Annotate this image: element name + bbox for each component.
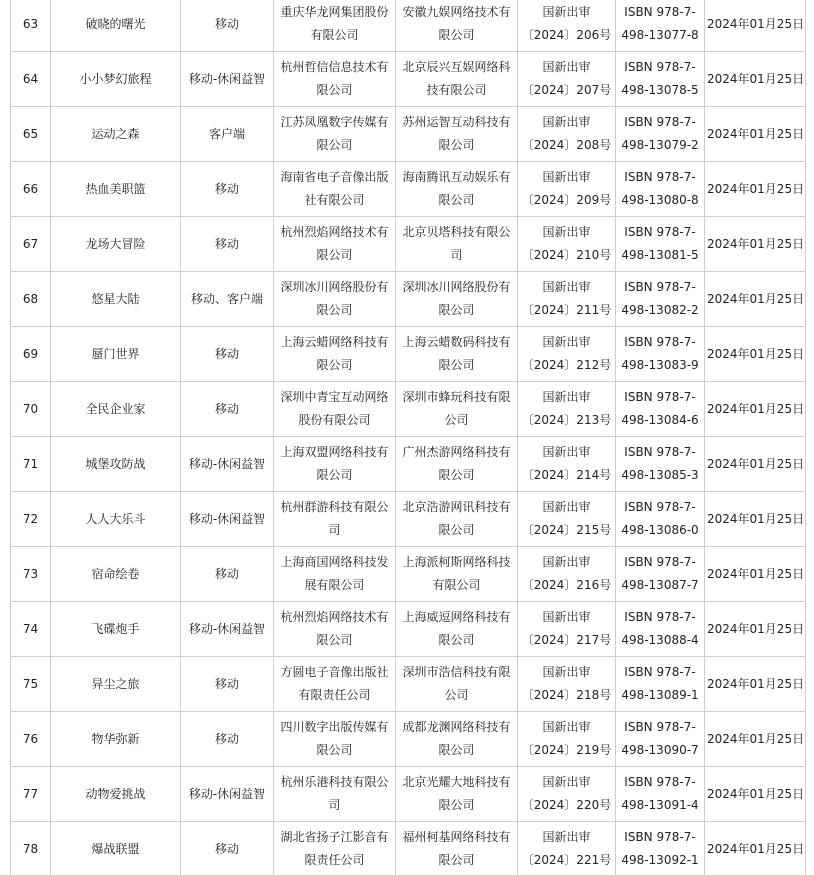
cell-number: 71 (11, 437, 51, 492)
cell-approval-number (518, 712, 616, 767)
cell-approval-date: 2024年01月25日 (705, 382, 806, 437)
cell-approval-number-line: 国新出审 (542, 280, 591, 294)
cell-approval-number (518, 822, 616, 875)
cell-isbn-line: ISBN 978-7- (624, 555, 696, 569)
cell-isbn-line: ISBN 978-7- (624, 335, 696, 349)
cell-approval-number-line: 〔2024〕214号 (521, 468, 612, 482)
cell-game-name: 破晓的曙光 (51, 0, 181, 52)
cell-approval-number-line: 国新出审 (542, 720, 591, 734)
cell-publisher: 重庆华龙网集团股份有限公司 (274, 0, 396, 52)
cell-publisher: 方圆电子音像出版社有限责任公司 (274, 657, 396, 712)
cell-approval-number-line: 〔2024〕208号 (521, 138, 612, 152)
cell-isbn-line: 498-13086-0 (621, 523, 699, 537)
cell-approval-number (518, 162, 616, 217)
cell-approval-number-line: 〔2024〕207号 (521, 83, 612, 97)
table-row (11, 272, 806, 327)
cell-operator: 上海威逗网络科技有限公司 (396, 602, 518, 657)
cell-category: 移动-休闲益智 (181, 52, 274, 107)
cell-isbn (616, 492, 705, 547)
cell-approval-number-line: 国新出审 (542, 830, 591, 844)
cell-isbn (616, 767, 705, 822)
cell-number: 78 (11, 822, 51, 875)
cell-category: 移动 (181, 822, 274, 875)
cell-publisher: 四川数字出版传媒有限公司 (274, 712, 396, 767)
cell-approval-date: 2024年01月25日 (705, 162, 806, 217)
table-row (11, 712, 806, 767)
cell-approval-number-line: 国新出审 (542, 610, 591, 624)
cell-isbn-line: ISBN 978-7- (624, 445, 696, 459)
cell-number: 72 (11, 492, 51, 547)
cell-approval-number-line: 〔2024〕220号 (521, 798, 612, 812)
table-row (11, 217, 806, 272)
cell-category: 移动 (181, 547, 274, 602)
cell-approval-number (518, 437, 616, 492)
table-row (11, 107, 806, 162)
cell-operator: 上海云蜡数码科技有限公司 (396, 327, 518, 382)
cell-approval-number-line: 国新出审 (542, 445, 591, 459)
cell-isbn-line: ISBN 978-7- (624, 830, 696, 844)
cell-isbn-line: 498-13077-8 (621, 28, 699, 42)
cell-game-name: 小小梦幻旅程 (51, 52, 181, 107)
cell-approval-number (518, 272, 616, 327)
cell-publisher: 湖北省扬子江影音有限责任公司 (274, 822, 396, 875)
table-row (11, 767, 806, 822)
table-row (11, 162, 806, 217)
cell-publisher: 上海商国网络科技发展有限公司 (274, 547, 396, 602)
cell-category: 移动 (181, 217, 274, 272)
cell-isbn (616, 107, 705, 162)
table-row (11, 492, 806, 547)
cell-isbn (616, 52, 705, 107)
cell-operator: 北京浩游网讯科技有限公司 (396, 492, 518, 547)
cell-approval-number (518, 327, 616, 382)
cell-number: 69 (11, 327, 51, 382)
cell-approval-number-line: 国新出审 (542, 665, 591, 679)
cell-approval-date: 2024年01月25日 (705, 602, 806, 657)
cell-approval-number-line: 〔2024〕210号 (521, 248, 612, 262)
cell-isbn-line: ISBN 978-7- (624, 610, 696, 624)
cell-publisher: 上海云蜡网络科技有限公司 (274, 327, 396, 382)
cell-category: 移动 (181, 712, 274, 767)
cell-approval-date: 2024年01月25日 (705, 217, 806, 272)
cell-approval-number-line: 国新出审 (542, 170, 591, 184)
cell-isbn-line: 498-13082-2 (621, 303, 699, 317)
cell-approval-number-line: 〔2024〕215号 (521, 523, 612, 537)
cell-isbn-line: 498-13090-7 (621, 743, 699, 757)
cell-operator: 上海派柯斯网络科技有限公司 (396, 547, 518, 602)
cell-approval-date: 2024年01月25日 (705, 52, 806, 107)
cell-game-name: 物华弥新 (51, 712, 181, 767)
cell-number: 75 (11, 657, 51, 712)
cell-operator: 北京贝塔科技有限公司 (396, 217, 518, 272)
cell-isbn-line: ISBN 978-7- (624, 720, 696, 734)
table-body (11, 0, 806, 875)
cell-approval-date: 2024年01月25日 (705, 437, 806, 492)
cell-isbn-line: 498-13088-4 (621, 633, 699, 647)
cell-operator: 北京辰兴互娱网络科技有限公司 (396, 52, 518, 107)
cell-approval-number (518, 0, 616, 52)
cell-operator: 海南腾讯互动娱乐有限公司 (396, 162, 518, 217)
cell-publisher: 杭州烈焰网络技术有限公司 (274, 602, 396, 657)
cell-approval-number (518, 217, 616, 272)
cell-number: 67 (11, 217, 51, 272)
cell-isbn-line: 498-13081-5 (621, 248, 699, 262)
cell-approval-date: 2024年01月25日 (705, 272, 806, 327)
cell-publisher: 杭州哲信信息技术有限公司 (274, 52, 396, 107)
cell-approval-number-line: 〔2024〕212号 (521, 358, 612, 372)
cell-category: 移动 (181, 657, 274, 712)
cell-isbn-line: 498-13079-2 (621, 138, 699, 152)
cell-approval-number (518, 52, 616, 107)
cell-category: 移动-休闲益智 (181, 602, 274, 657)
cell-approval-number (518, 767, 616, 822)
cell-game-name: 蜃门世界 (51, 327, 181, 382)
cell-game-name: 热血美职篮 (51, 162, 181, 217)
cell-isbn-line: 498-13089-1 (621, 688, 699, 702)
cell-approval-number-line: 国新出审 (542, 5, 591, 19)
table-row (11, 437, 806, 492)
cell-isbn (616, 547, 705, 602)
cell-operator: 苏州运智互动科技有限公司 (396, 107, 518, 162)
cell-approval-number-line: 〔2024〕213号 (521, 413, 612, 427)
cell-isbn (616, 382, 705, 437)
cell-approval-number (518, 107, 616, 162)
cell-game-name: 爆战联盟 (51, 822, 181, 875)
cell-approval-date: 2024年01月25日 (705, 547, 806, 602)
cell-approval-date: 2024年01月25日 (705, 492, 806, 547)
cell-approval-number-line: 国新出审 (542, 555, 591, 569)
cell-publisher: 海南省电子音像出版社有限公司 (274, 162, 396, 217)
cell-publisher: 深圳中青宝互动网络股份有限公司 (274, 382, 396, 437)
table-row (11, 52, 806, 107)
cell-number: 65 (11, 107, 51, 162)
cell-approval-number (518, 657, 616, 712)
cell-isbn-line: 498-13083-9 (621, 358, 699, 372)
cell-approval-number-line: 〔2024〕216号 (521, 578, 612, 592)
cell-operator: 深圳冰川网络股份有限公司 (396, 272, 518, 327)
cell-approval-number (518, 492, 616, 547)
cell-operator: 北京光耀大地科技有限公司 (396, 767, 518, 822)
cell-isbn-line: ISBN 978-7- (624, 170, 696, 184)
cell-operator: 广州杰游网络科技有限公司 (396, 437, 518, 492)
cell-approval-number-line: 〔2024〕217号 (521, 633, 612, 647)
table-row (11, 0, 806, 52)
cell-isbn-line: ISBN 978-7- (624, 5, 696, 19)
table-row (11, 602, 806, 657)
cell-game-name: 龙场大冒险 (51, 217, 181, 272)
cell-isbn-line: ISBN 978-7- (624, 115, 696, 129)
cell-isbn-line: 498-13080-8 (621, 193, 699, 207)
cell-game-name: 全民企业家 (51, 382, 181, 437)
cell-isbn-line: 498-13091-4 (621, 798, 699, 812)
cell-approval-number-line: 国新出审 (542, 225, 591, 239)
cell-number: 70 (11, 382, 51, 437)
cell-approval-date: 2024年01月25日 (705, 767, 806, 822)
cell-operator: 深圳市蜂玩科技有限公司 (396, 382, 518, 437)
cell-approval-number-line: 〔2024〕218号 (521, 688, 612, 702)
cell-isbn (616, 327, 705, 382)
cell-category: 移动-休闲益智 (181, 437, 274, 492)
cell-approval-number-line: 〔2024〕211号 (521, 303, 612, 317)
cell-isbn-line: ISBN 978-7- (624, 775, 696, 789)
cell-approval-number-line: 〔2024〕209号 (521, 193, 612, 207)
cell-publisher: 深圳冰川网络股份有限公司 (274, 272, 396, 327)
cell-category: 移动 (181, 382, 274, 437)
cell-operator: 深圳市浩信科技有限公司 (396, 657, 518, 712)
cell-isbn-line: ISBN 978-7- (624, 665, 696, 679)
cell-approval-date: 2024年01月25日 (705, 327, 806, 382)
cell-isbn-line: 498-13078-5 (621, 83, 699, 97)
cell-number: 74 (11, 602, 51, 657)
cell-category: 移动 (181, 0, 274, 52)
cell-isbn-line: 498-13087-7 (621, 578, 699, 592)
cell-isbn (616, 822, 705, 875)
cell-approval-number-line: 国新出审 (542, 60, 591, 74)
cell-category: 移动 (181, 327, 274, 382)
cell-publisher: 杭州乐港科技有限公司 (274, 767, 396, 822)
cell-isbn-line: 498-13092-1 (621, 853, 699, 867)
cell-publisher: 上海双盟网络科技有限公司 (274, 437, 396, 492)
cell-approval-number-line: 〔2024〕219号 (521, 743, 612, 757)
cell-game-name: 宿命绘卷 (51, 547, 181, 602)
cell-operator: 福州柯基网络科技有限公司 (396, 822, 518, 875)
cell-publisher: 江苏凤凰数字传媒有限公司 (274, 107, 396, 162)
table-row (11, 547, 806, 602)
table-row (11, 657, 806, 712)
cell-game-name: 飞碟炮手 (51, 602, 181, 657)
cell-approval-number-line: 国新出审 (542, 115, 591, 129)
cell-approval-number (518, 382, 616, 437)
cell-isbn (616, 602, 705, 657)
cell-isbn-line: ISBN 978-7- (624, 280, 696, 294)
cell-approval-number-line: 国新出审 (542, 775, 591, 789)
cell-isbn (616, 272, 705, 327)
cell-game-name: 动物爱挑战 (51, 767, 181, 822)
cell-approval-date: 2024年01月25日 (705, 107, 806, 162)
cell-isbn (616, 217, 705, 272)
cell-number: 68 (11, 272, 51, 327)
cell-isbn (616, 657, 705, 712)
cell-publisher: 杭州烈焰网络技术有限公司 (274, 217, 396, 272)
cell-approval-date: 2024年01月25日 (705, 822, 806, 875)
cell-number: 77 (11, 767, 51, 822)
cell-isbn-line: 498-13085-3 (621, 468, 699, 482)
cell-operator: 安徽九娱网络技术有限公司 (396, 0, 518, 52)
cell-approval-number-line: 国新出审 (542, 335, 591, 349)
cell-category: 移动、客户端 (181, 272, 274, 327)
table-row (11, 327, 806, 382)
cell-isbn-line: ISBN 978-7- (624, 500, 696, 514)
cell-number: 76 (11, 712, 51, 767)
cell-isbn (616, 162, 705, 217)
cell-approval-date: 2024年01月25日 (705, 0, 806, 52)
cell-isbn (616, 0, 705, 52)
cell-isbn-line: ISBN 978-7- (624, 390, 696, 404)
cell-operator: 成都龙渊网络科技有限公司 (396, 712, 518, 767)
cell-category: 移动 (181, 162, 274, 217)
cell-game-name: 人人大乐斗 (51, 492, 181, 547)
cell-approval-date: 2024年01月25日 (705, 657, 806, 712)
cell-approval-number-line: 〔2024〕206号 (521, 28, 612, 42)
cell-category: 移动-休闲益智 (181, 492, 274, 547)
cell-approval-number-line: 国新出审 (542, 390, 591, 404)
cell-game-name: 悠星大陆 (51, 272, 181, 327)
cell-isbn-line: 498-13084-6 (621, 413, 699, 427)
cell-isbn-line: ISBN 978-7- (624, 225, 696, 239)
cell-game-name: 运动之森 (51, 107, 181, 162)
cell-approval-number-line: 国新出审 (542, 500, 591, 514)
cell-publisher: 杭州群游科技有限公司 (274, 492, 396, 547)
game-approval-table (10, 0, 806, 875)
cell-category: 移动-休闲益智 (181, 767, 274, 822)
table-row (11, 822, 806, 875)
cell-game-name: 城堡攻防战 (51, 437, 181, 492)
cell-category: 客户端 (181, 107, 274, 162)
cell-game-name: 异尘之旅 (51, 657, 181, 712)
cell-number: 63 (11, 0, 51, 52)
cell-number: 66 (11, 162, 51, 217)
cell-number: 73 (11, 547, 51, 602)
cell-approval-number (518, 602, 616, 657)
cell-approval-number (518, 547, 616, 602)
table-row (11, 382, 806, 437)
cell-isbn (616, 712, 705, 767)
cell-isbn-line: ISBN 978-7- (624, 60, 696, 74)
cell-isbn (616, 437, 705, 492)
cell-number: 64 (11, 52, 51, 107)
cell-approval-date: 2024年01月25日 (705, 712, 806, 767)
cell-approval-number-line: 〔2024〕221号 (521, 853, 612, 867)
